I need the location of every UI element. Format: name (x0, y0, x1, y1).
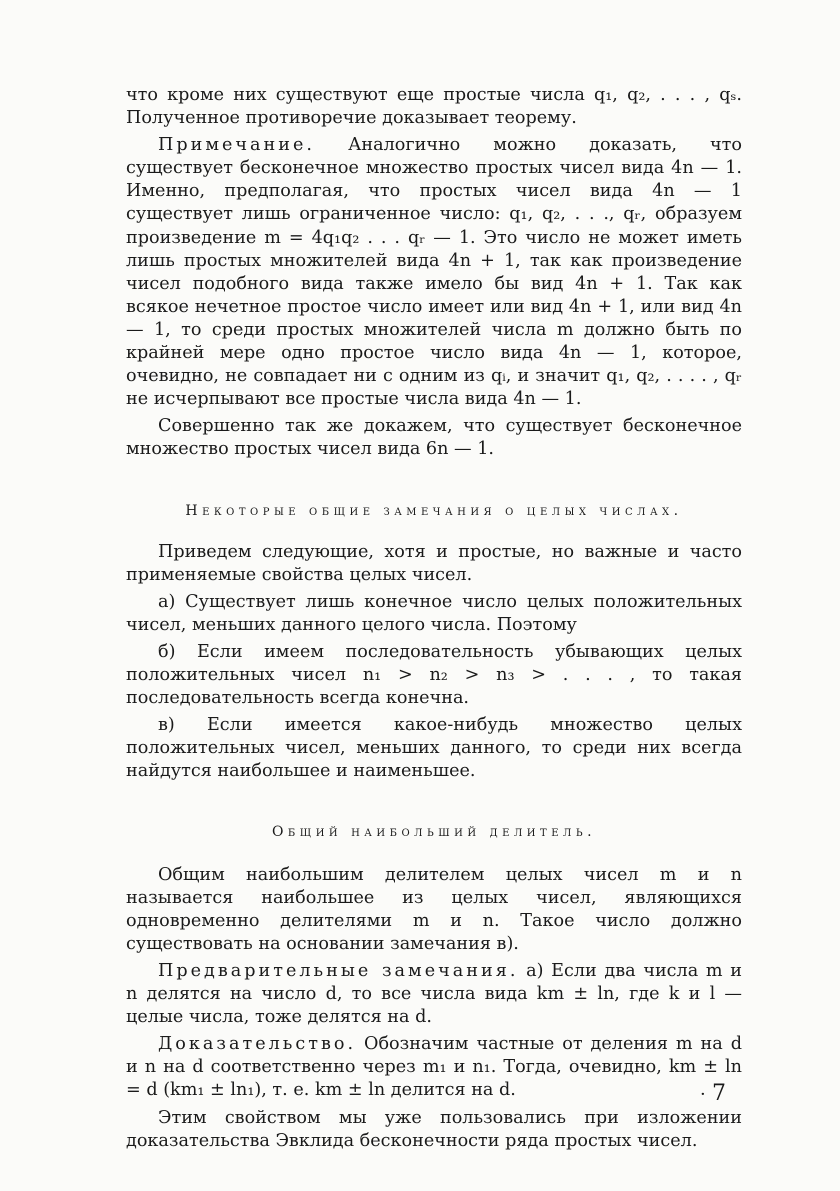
proof-text: Обозначим частные от деления m на d и n на d соответственно через m₁ и n₁. Тогда, очевидно, km ± ln = d (km₁ ± ln₁), т. е. km ± ln делится на d. (126, 1034, 742, 1101)
section-heading-general-remarks: Некоторые общие замечания о целых числах. (185, 502, 683, 519)
page-number: 7 (712, 1081, 726, 1106)
note-paragraph (126, 134, 742, 411)
section-heading-gcd: Общий наибольший делитель. (271, 823, 597, 840)
gcd-definition: Общим наибольшим делителем целых чисел m и n называется наибольшее из целых чисел, являющихся одновременно делителями m и n. Такое число должно существовать на основании замечания в). (126, 864, 742, 954)
preliminary-remarks-label: Предварительные замечания. (158, 961, 519, 981)
remark-c: в) Если имеется какое-нибудь множество целых положительных чисел, меньших данного, то среди них всегда найдутся наибольшее и наименьшее. (126, 715, 742, 782)
similar-paragraph: Совершенно так же докажем, что существует бесконечное множество простых чисел вида 6n — 1. (126, 416, 742, 460)
proof-paragraph (126, 1033, 742, 1105)
proof-label: Доказательство. (158, 1034, 357, 1055)
margin-dot: · (700, 1084, 706, 1105)
page-body (126, 84, 742, 1153)
intro-paragraph: что кроме них существуют еще простые числа q₁, q₂, . . . , qₛ. Полученное противоречие доказывает теорему. (126, 85, 742, 129)
preliminary-remarks-paragraph (126, 960, 742, 1029)
note-text: Аналогично можно доказать, что существует бесконечное множество простых чисел вида 4n — 1. Именно, предполагая, что простых чисел вида 4n — 1 существует лишь ограниченное число: q₁, q₂, . . ., qᵣ, образуем произведение m = 4q₁q₂ . . . qᵣ — 1. Это число не может иметь лишь простых множителей вида 4n + 1, так как произведение чисел подобного вида также имело бы вид 4n + 1. Так как всякое нечетное простое число имеет или вид 4n + 1, или вид 4n — 1, то среди простых множителей числа m должно быть по крайней мере одно простое число вида 4n — 1, которое, очевидно, не совпадает ни с одним из qᵢ, и значит q₁, q₂, . . . . , qᵣ не исчерпывают все простые числа вида 4n — 1. (126, 135, 743, 410)
remark-b: б) Если имеем последовательность убывающих целых положительных чисел n₁ > n₂ > n₃ > . . . , то такая последовательность всегда конечна. (126, 641, 742, 709)
note-label: Примечание. (158, 135, 316, 156)
preliminary-remarks-text: а) Если два числа m и n делятся на число d, то все числа вида km ± ln, где k и l — целые числа, тоже делятся на d. (126, 961, 742, 1028)
section1-intro: Приведем следующие, хотя и простые, но важные и часто применяемые свойства целых чисел. (126, 541, 742, 585)
closing-paragraph: Этим свойством мы уже пользовались при изложении доказательства Эвклида бесконечности ряда простых чисел. (126, 1107, 742, 1151)
remark-a: а) Существует лишь конечное число целых положительных чисел, меньших данного целого числа. Поэтому (126, 591, 742, 635)
